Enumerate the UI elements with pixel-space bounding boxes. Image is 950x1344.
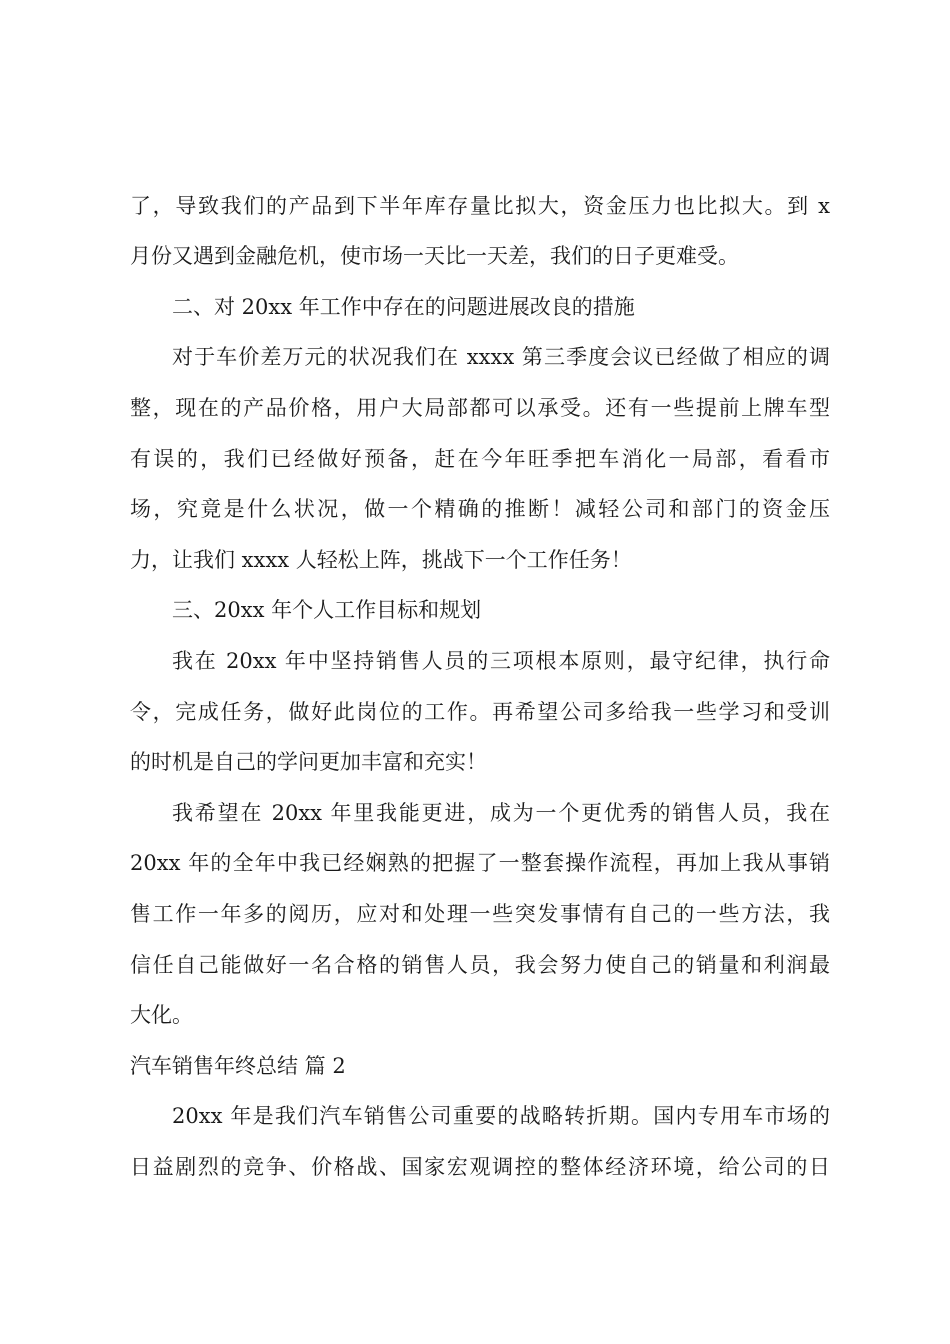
paragraph-line: 力，让我们 xxxx 人轻松上阵，挑战下一个工作任务！: [130, 548, 632, 572]
paragraph-line: 月份又遇到金融危机，使市场一天比一天差，我们的日子更难受。: [130, 244, 739, 268]
paragraph-line: 了，导致我们的产品到下半年库存量比拟大，资金压力也比拟大。到 x: [130, 194, 830, 218]
article-title: 汽车销售年终总结 篇 2: [130, 1054, 346, 1078]
paragraph-line: 大化。: [130, 1003, 193, 1027]
paragraph-line: 有误的，我们已经做好预备，赶在今年旺季把车消化一局部，看看市: [130, 447, 830, 471]
paragraph-line: 对于车价差万元的状况我们在 xxxx 第三季度会议已经做了相应的调: [172, 345, 830, 369]
paragraph-line: 售工作一年多的阅历，应对和处理一些突发事情有自己的一些方法，我: [130, 902, 830, 926]
section-heading: 三、20xx 年个人工作目标和规划: [172, 598, 482, 622]
paragraph-line: 令，完成任务，做好此岗位的工作。再希望公司多给我一些学习和受训: [130, 700, 830, 724]
paragraph-line: 20xx 年的全年中我已经娴熟的把握了一整套操作流程，再加上我从事销: [130, 851, 830, 875]
paragraph-line: 整，现在的产品价格，用户大局部都可以承受。还有一些提前上牌车型: [130, 396, 830, 420]
paragraph-line: 我希望在 20xx 年里我能更进，成为一个更优秀的销售人员，我在: [172, 801, 830, 825]
paragraph-line: 的时机是自己的学问更加丰富和充实！: [130, 750, 487, 774]
paragraph-line: 我在 20xx 年中坚持销售人员的三项根本原则，最守纪律，执行命: [172, 649, 830, 673]
paragraph-line: 信任自己能做好一名合格的销售人员，我会努力使自己的销量和利润最: [130, 953, 830, 977]
section-heading: 二、对 20xx 年工作中存在的问题进展改良的措施: [172, 295, 635, 319]
paragraph-line: 20xx 年是我们汽车销售公司重要的战略转折期。国内专用车市场的: [172, 1104, 830, 1128]
paragraph-line: 场，究竟是什么状况，做一个精确的推断！减轻公司和部门的资金压: [130, 497, 830, 521]
paragraph-line: 日益剧烈的竞争、价格战、国家宏观调控的整体经济环境，给公司的日: [130, 1155, 830, 1179]
